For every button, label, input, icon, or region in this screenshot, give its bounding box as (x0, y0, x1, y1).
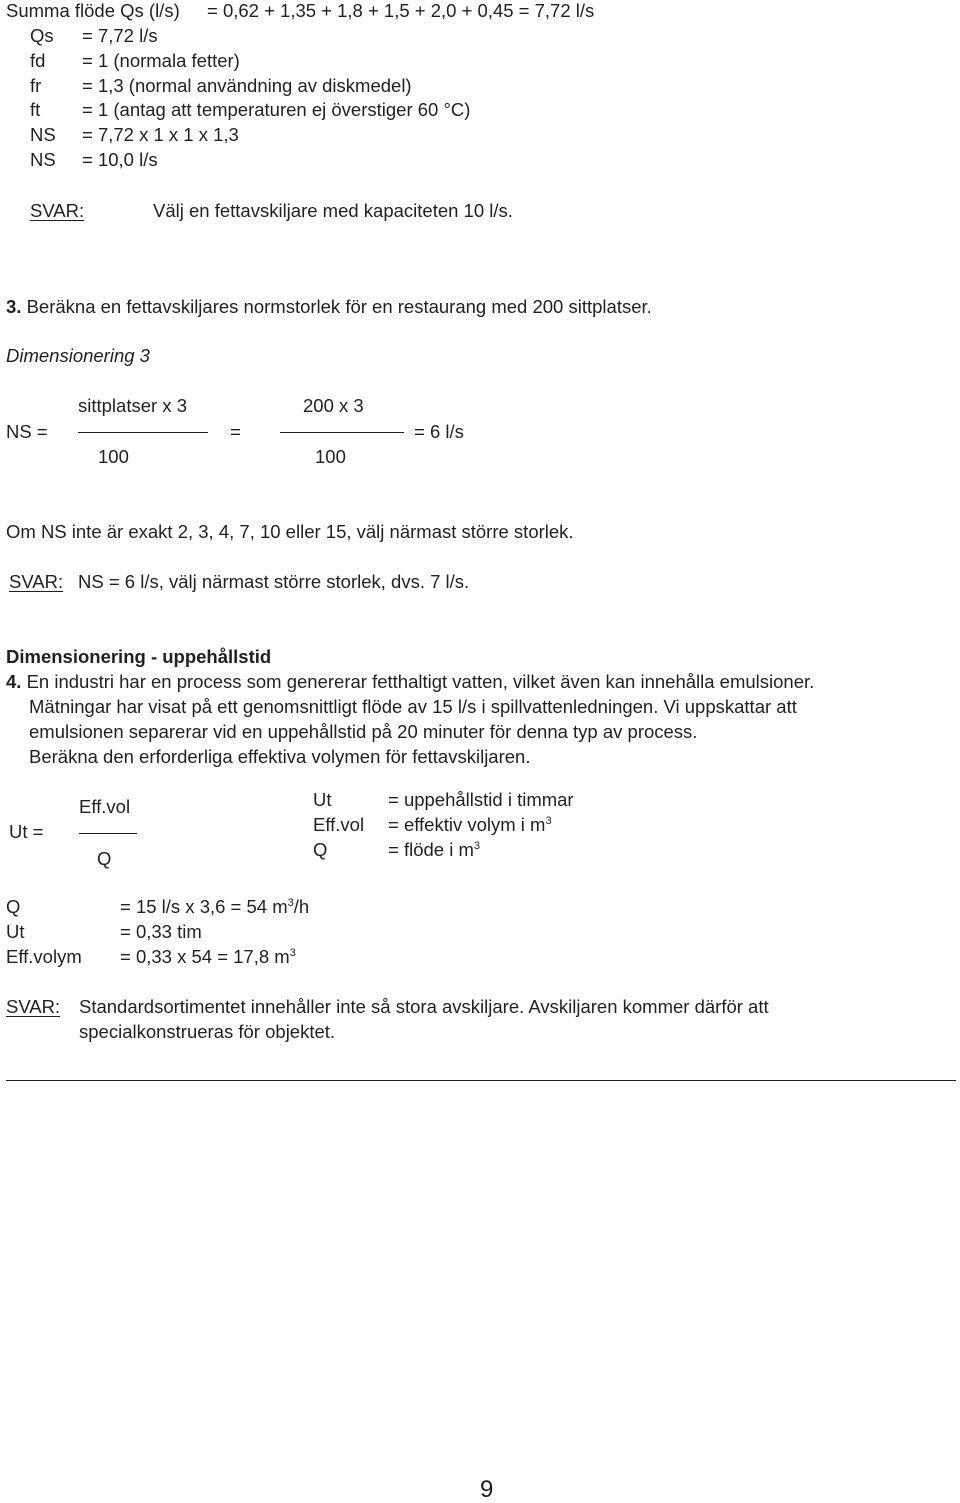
calc-value: = 15 l/s x 3,6 = 54 $m^3/h$ (120, 896, 310, 917)
def-symbol: NS (30, 124, 56, 145)
svar-label: SVAR: (30, 200, 85, 221)
def-symbol: fr (30, 75, 42, 96)
calc-value: = 0,33 tim (120, 921, 202, 942)
calc-symbol: Ut (6, 921, 25, 942)
svar-label: SVAR: (9, 571, 64, 592)
fraction-bar (78, 432, 208, 433)
fraction-bar (280, 432, 404, 433)
ns-lhs: NS = (6, 421, 48, 442)
summary-expression: = 0,62 + 1,35 + 1,8 + 1,5 + 2,0 + 0,45 = 7,72 l/s (207, 0, 595, 21)
ut-numerator: Eff.vol (79, 796, 131, 817)
legend-symbol: Q (313, 839, 328, 860)
question-4-line (6, 673, 814, 692)
def-symbol: Qs (30, 25, 54, 46)
svar-label: SVAR: (6, 996, 61, 1017)
def-value: = 1 (normala fetter) (82, 50, 240, 71)
def-value: = 1 (antag att temperaturen ej överstiger 60 °C) (82, 99, 471, 120)
calc-value: = 0,33 x 54 = 17,8 $m^3$ (120, 946, 296, 967)
fraction-1-numerator: sittplatser x 3 (78, 395, 187, 416)
summary-label: Summa flöde Qs (l/s) (6, 0, 180, 21)
def-value: = 7,72 l/s (82, 25, 158, 46)
def-symbol: NS (30, 149, 56, 170)
answer-3-text: NS = 6 l/s, välj närmast större storlek, dvs. 7 l/s. (78, 571, 470, 592)
ns-result: = 6 l/s (414, 421, 464, 442)
section-heading: Dimensionering - uppehållstid (6, 646, 272, 667)
legend-value: = flöde i $m^3$ (388, 839, 480, 860)
def-value: = 1,3 (normal användning av diskmedel) (82, 75, 412, 96)
def-symbol: ft (30, 99, 41, 120)
answer-4-line: Standardsortimentet innehåller inte så stora avskiljare. Avskiljaren kommer därför att (79, 996, 769, 1017)
page-number: 9 (480, 1476, 494, 1503)
fraction-2-numerator: 200 x 3 (303, 395, 364, 416)
fraction-2-denominator: 100 (315, 446, 346, 467)
question-4-number: 4. (6, 671, 22, 692)
calc-symbol: Eff.volym (6, 946, 82, 967)
def-value: = 10,0 l/s (82, 149, 158, 170)
def-value: = 7,72 x 1 x 1 x 1,3 (82, 124, 239, 145)
legend-symbol: Eff.vol (313, 814, 365, 835)
legend-value: = uppehållstid i timmar (388, 789, 574, 810)
def-symbol: fd (30, 50, 46, 71)
question-4-line: emulsionen separerar vid en uppehållstid på 20 minuter för denna typ av process. (29, 721, 698, 742)
ut-denominator: Q (97, 848, 112, 869)
answer-1-text: Välj en fettavskiljare med kapaciteten 10 l/s. (153, 200, 513, 221)
question-4-text: En industri har en process som genererar fetthaltigt vatten, vilket även kan innehålla emulsioner. (21, 671, 815, 692)
question-3-number: 3. (6, 296, 22, 317)
question-3 (6, 298, 652, 317)
question-4-line: Mätningar har visat på ett genomsnittligt flöde av 15 l/s i spillvattenledningen. Vi uppskattar att (29, 696, 797, 717)
ns-note: Om NS inte är exakt 2, 3, 4, 7, 10 eller 15, välj närmast större storlek. (6, 521, 574, 542)
answer-4-line: specialkonstrueras för objektet. (79, 1021, 336, 1042)
dimensionering-3-title: Dimensionering 3 (6, 345, 150, 366)
question-4-line: Beräkna den erforderliga effektiva volymen för fettavskiljaren. (29, 746, 531, 767)
legend-value: = effektiv volym i $m^3$ (388, 814, 552, 835)
fraction-1-denominator: 100 (98, 446, 129, 467)
calc-symbol: Q (6, 896, 21, 917)
question-3-text: Beräkna en fettavskiljares normstorlek för en restaurang med 200 sittplatser. (21, 296, 652, 317)
legend-symbol: Ut (313, 789, 332, 810)
divider (6, 1080, 956, 1081)
equals-sign: = (230, 421, 241, 442)
fraction-bar (79, 833, 137, 834)
ut-lhs: Ut = (9, 821, 44, 842)
